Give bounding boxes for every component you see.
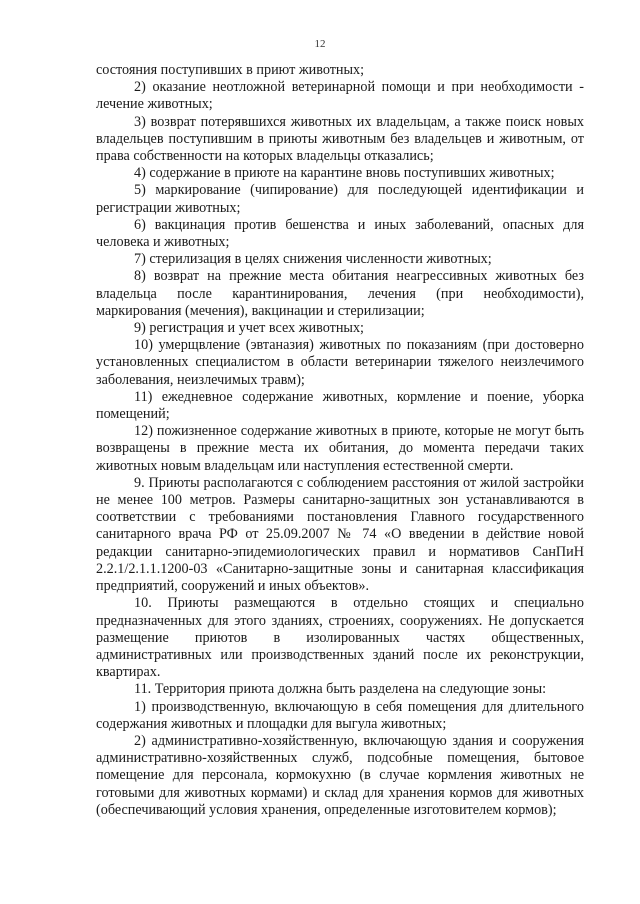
list-item-5: 5) маркирование (чипирование) для последующей идентификации и регистрации животных; — [96, 182, 584, 216]
list-item-10: 10) умерщвление (эвтаназия) животных по показаниям (при достоверно установленных специалистом в области ветеринарии тяжелого неизлечимого заболевания, неизлечимых травм); — [96, 337, 584, 388]
list-item-9: 9) регистрация и учет всех животных; — [134, 320, 364, 337]
list-item-4: 4) содержание в приюте на карантине вновь поступивших животных; — [134, 165, 555, 182]
zone-item-2: 2) административно-хозяйственную, включающую здания и сооружения административно-хозяйственных служб, подсобные помещения, бытовое помещение для персонала, кормокухню (в случае кормления животных не готовыми для животных кормами) и склад для хранения кормов для животных (обеспечивающий условия хранения, определенные изготовителем кормов); — [96, 732, 584, 818]
list-item-12: 12) пожизненное содержание животных в приюте, которые не могут быть возвращены в прежние места их обитания, до момента передачи таких животных новым владельцам или наступления естественной смерти. — [96, 423, 584, 474]
page-number: 12 — [314, 38, 326, 50]
paragraph-continuation: состояния поступивших в приют животных; — [96, 62, 365, 78]
list-item-7: 7) стерилизация в целях снижения численности животных; — [134, 251, 492, 268]
list-item-6: 6) вакцинация против бешенства и иных заболеваний, опасных для человека и животных; — [96, 216, 584, 251]
document-body — [96, 62, 584, 819]
clause-9: 9. Приюты располагаются с соблюдением расстояния от жилой застройки не менее 100 метров. Размеры санитарно-защитных зон устанавливаются в соответствии с требованиями постановления Главного государственного санитарного врача РФ от 25.09.2007 № 74 «О введении в действие новой редакции санитарно-эпидемиологических правил и нормативов СанПиН 2.2.1/2.1.1.1200-03 «Санитарно-защитные зоны и санитарная классификация предприятий, сооружений и иных объектов». — [96, 474, 584, 595]
list-item-8: 8) возврат на прежние места обитания неагрессивных животных без владельца после карантинирования, лечения (при необходимости), маркирования (мечения), вакцинации и стерилизации; — [96, 268, 584, 319]
list-item-2: 2) оказание неотложной ветеринарной помощи и при необходимости - лечение животных; — [96, 79, 584, 113]
clause-11: 11. Территория приюта должна быть разделена на следующие зоны: — [134, 681, 547, 698]
clause-10: 10. Приюты размещаются в отдельно стоящих и специально предназначенных для этого зданиях, строениях, сооружениях. Не допускается размещение приютов в изолированных частях общественных, административных или производственных зданий после их реконструкции, квартирах. — [96, 595, 584, 681]
list-item-11: 11) ежедневное содержание животных, кормление и поение, уборка помещений; — [96, 388, 584, 423]
zone-item-1: 1) производственную, включающую в себя помещения для длительного содержания животных и площадки для выгула животных; — [96, 698, 584, 732]
list-item-3: 3) возврат потерявшихся животных их владельцам, а также поиск новых владельцев поступившим в приюты животным без владельцев и животным, от права собственности на которых владельцы отказались; — [96, 113, 584, 165]
